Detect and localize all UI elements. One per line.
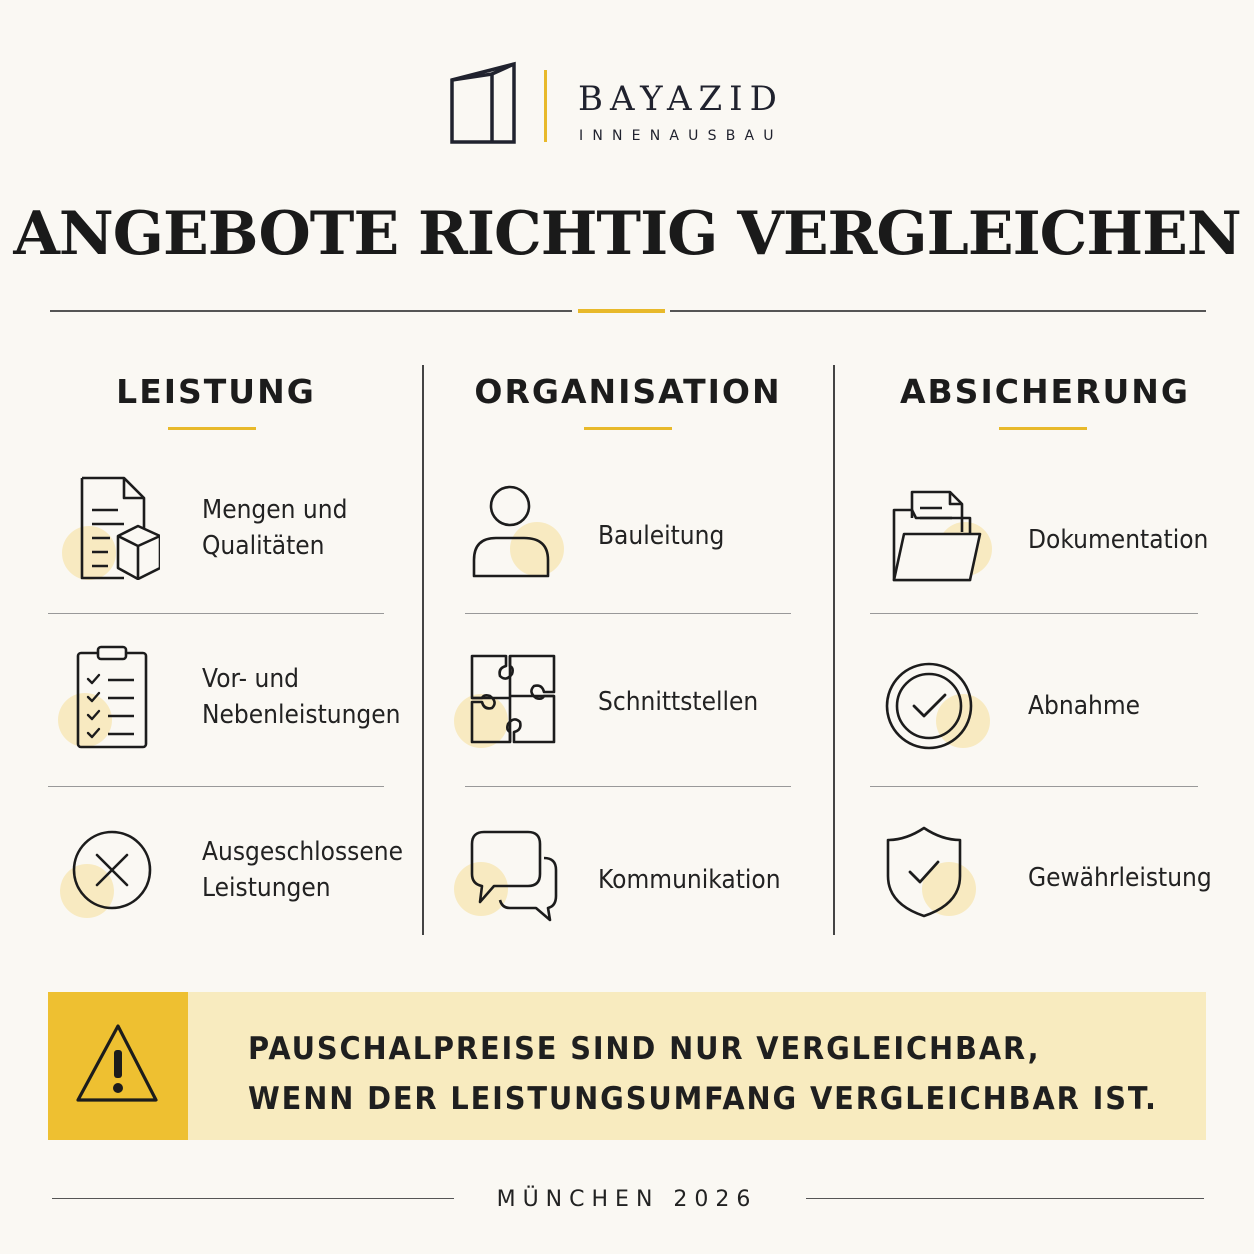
item-label: Ausgeschlossene [202,837,403,867]
column-divider [833,365,835,935]
warning-line-1: PAUSCHALPREISE SIND NUR VERGLEICHBAR, [248,1031,1041,1067]
list-item-ausgeschlossene [64,818,425,922]
item-label: Abnahme [1028,691,1141,721]
list-item-mengen [64,476,364,580]
list-item-schnittstellen [462,650,776,754]
page-title: ANGEBOTE RICHTIG VERGLEICHEN [13,199,1241,269]
column-heading-leistung: LEISTUNG [116,372,316,411]
item-label: Nebenleistungen [202,700,401,730]
logo-door-icon [448,60,518,146]
item-label: Schnittstellen [598,687,759,717]
clipboard-checklist-icon [64,645,160,749]
title-rule-right [670,310,1206,312]
row-separator [870,786,1198,787]
item-label: Qualitäten [202,531,325,561]
circle-x-icon [64,818,160,922]
document-box-icon [64,476,160,580]
list-item-kommunikation [462,828,801,932]
speech-bubbles-icon [462,828,558,932]
row-separator [465,786,791,787]
shield-check-icon [884,826,980,930]
warning-triangle-icon [48,992,188,1140]
warning-icon-box [48,992,188,1140]
list-item-gewaehrleistung [884,826,1232,930]
heading-accent [168,427,256,430]
title-rule-accent [578,309,665,313]
item-label: Mengen und [202,495,348,525]
logo-name: BAYAZID [578,79,784,119]
item-label: Kommunikation [598,865,781,895]
folder-document-icon [886,488,982,592]
footer-rule-right [806,1198,1204,1199]
item-label: Vor- und [202,664,300,694]
heading-accent [584,427,672,430]
logo-subtitle: INNENAUSBAU [579,128,783,144]
row-separator [870,613,1198,614]
heading-accent [999,427,1087,430]
list-item-abnahme [884,654,1153,758]
item-label: Leistungen [202,873,331,903]
circle-check-icon [884,654,980,758]
item-label: Dokumentation [1028,525,1209,555]
warning-line-2: WENN DER LEISTUNGSUMFANG VERGLEICHBAR IST. [248,1081,1158,1117]
list-item-bauleitung [462,484,738,588]
row-separator [48,613,384,614]
puzzle-icon [462,650,558,754]
column-heading-absicherung: ABSICHERUNG [899,372,1191,411]
title-rule-left [50,310,572,312]
warning-message [248,1024,1158,1124]
list-item-dokumentation [886,488,1228,592]
column-heading-organisation: ORGANISATION [474,372,782,411]
list-item-nebenleistungen [64,645,423,749]
item-label: Gewährleistung [1028,863,1212,893]
logo-divider [544,70,547,142]
person-icon [462,484,558,588]
footer-location-year: MÜNCHEN 2026 [496,1187,758,1212]
row-separator [48,786,384,787]
item-label: Bauleitung [598,521,725,551]
row-separator [465,613,791,614]
